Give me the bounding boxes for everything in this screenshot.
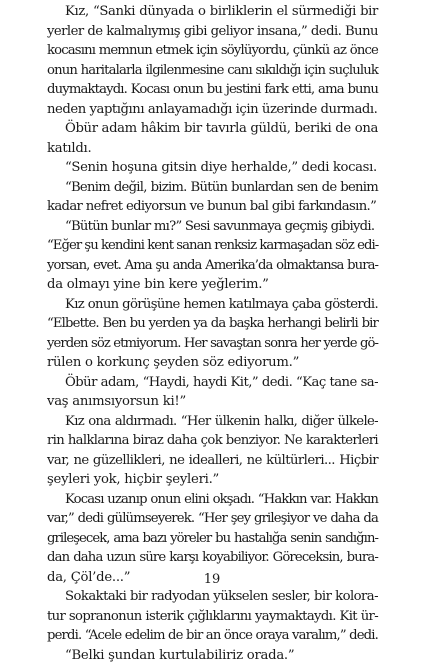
page-body	[47, 2, 378, 665]
text-line: Öbür adam, “Haydi, haydi Kit,” dedi. “Kaç tane sa-	[47, 373, 378, 393]
text-line: perdi. “Acele edelim de bir an önce oraya varalım,” dedi.	[47, 626, 378, 646]
text-line: katıldı.	[47, 139, 378, 159]
text-line: Kız, “Sanki dünyada o birliklerin el sürmediği bir	[47, 2, 378, 22]
text-line: Öbür adam hâkim bir tavırla güldü, beriki de ona	[47, 119, 378, 139]
text-line: “Senin hoşuna gitsin diye herhalde,” dedi kocası.	[47, 158, 378, 178]
text-line: vaş anımsıyorsun ki!”	[47, 392, 378, 412]
text-line: kadar nefret ediyorsun ve bunun bal gibi farkındasın.”	[47, 197, 378, 217]
text-line: yorsan, evet. Ama şu anda Amerika’da olmaktansa bura-	[47, 256, 378, 276]
text-line: yerden söz etmiyorum. Her savaştan sonra her yerde gö-	[47, 334, 378, 354]
text-line: var, ne güzellikleri, ne idealleri, ne kültürleri... Hiçbir	[47, 451, 378, 471]
page-number: 19	[0, 572, 424, 587]
text-line: yerler de kalmalıymış gibi geliyor insana,” dedi. Bunu	[47, 22, 378, 42]
text-line: Kız onun görüşüne hemen katılmaya çaba gösterdi.	[47, 295, 378, 315]
text-line: “Belki şundan kurtulabiliriz orada.”	[47, 646, 378, 665]
text-line: “Elbette. Ben bu yerden ya da başka herhangi belirli bir	[47, 314, 378, 334]
text-line: Kocası uzanıp onun elini okşadı. “Hakkın var. Hakkın	[47, 490, 378, 510]
text-line: “Benim değil, bizim. Bütün bunlardan sen de benim	[47, 178, 378, 198]
text-line: kocasını memnun etmek için söylüyordu, çünkü az önce	[47, 41, 378, 61]
text-line: grileşecek, ama bazı yöreler bu hastalığa senin sandığın-	[47, 529, 378, 549]
text-line: duymaktaydı. Kocası onun bu jestini fark etti, ama bunu	[47, 80, 378, 100]
text-line: Kız ona aldırmadı. “Her ülkenin halkı, diğer ülkele-	[47, 412, 378, 432]
text-line: dan daha uzun süre karşı koyabiliyor. Göreceksin, bura-	[47, 548, 378, 568]
text-line: tur sopranonun isterik çığlıklarını yaymaktaydı. Kit ür-	[47, 607, 378, 627]
text-line: “Bütün bunlar mı?” Sesi savunmaya geçmiş gibiydi.	[47, 217, 378, 237]
text-line: var,” dedi gülümseyerek. “Her şey grileşiyor ve daha da	[47, 509, 378, 529]
text-line: “Eğer şu kendini kent sanan renksiz karmaşadan söz edi-	[47, 236, 378, 256]
text-line: da, Çöl’de...”	[47, 568, 378, 588]
text-line: neden yaptığını anlayamadığı için üzerinde durmadı.	[47, 100, 378, 120]
text-line: Sokaktaki bir radyodan yükselen sesler, bir kolora-	[47, 587, 378, 607]
text-line: onun haritalarla ilgilenmesine canı sıkıldığı için suçluluk	[47, 61, 378, 81]
text-line: rin halklarına biraz daha çok benziyor. Ne karakterleri	[47, 431, 378, 451]
text-line: rülen o korkunç şeyden söz ediyorum.”	[47, 353, 378, 373]
text-line: şeyleri yok, hiçbir şeyleri.”	[47, 470, 378, 490]
text-line: da olmayı yine bin kere yeğlerim.”	[47, 275, 378, 295]
